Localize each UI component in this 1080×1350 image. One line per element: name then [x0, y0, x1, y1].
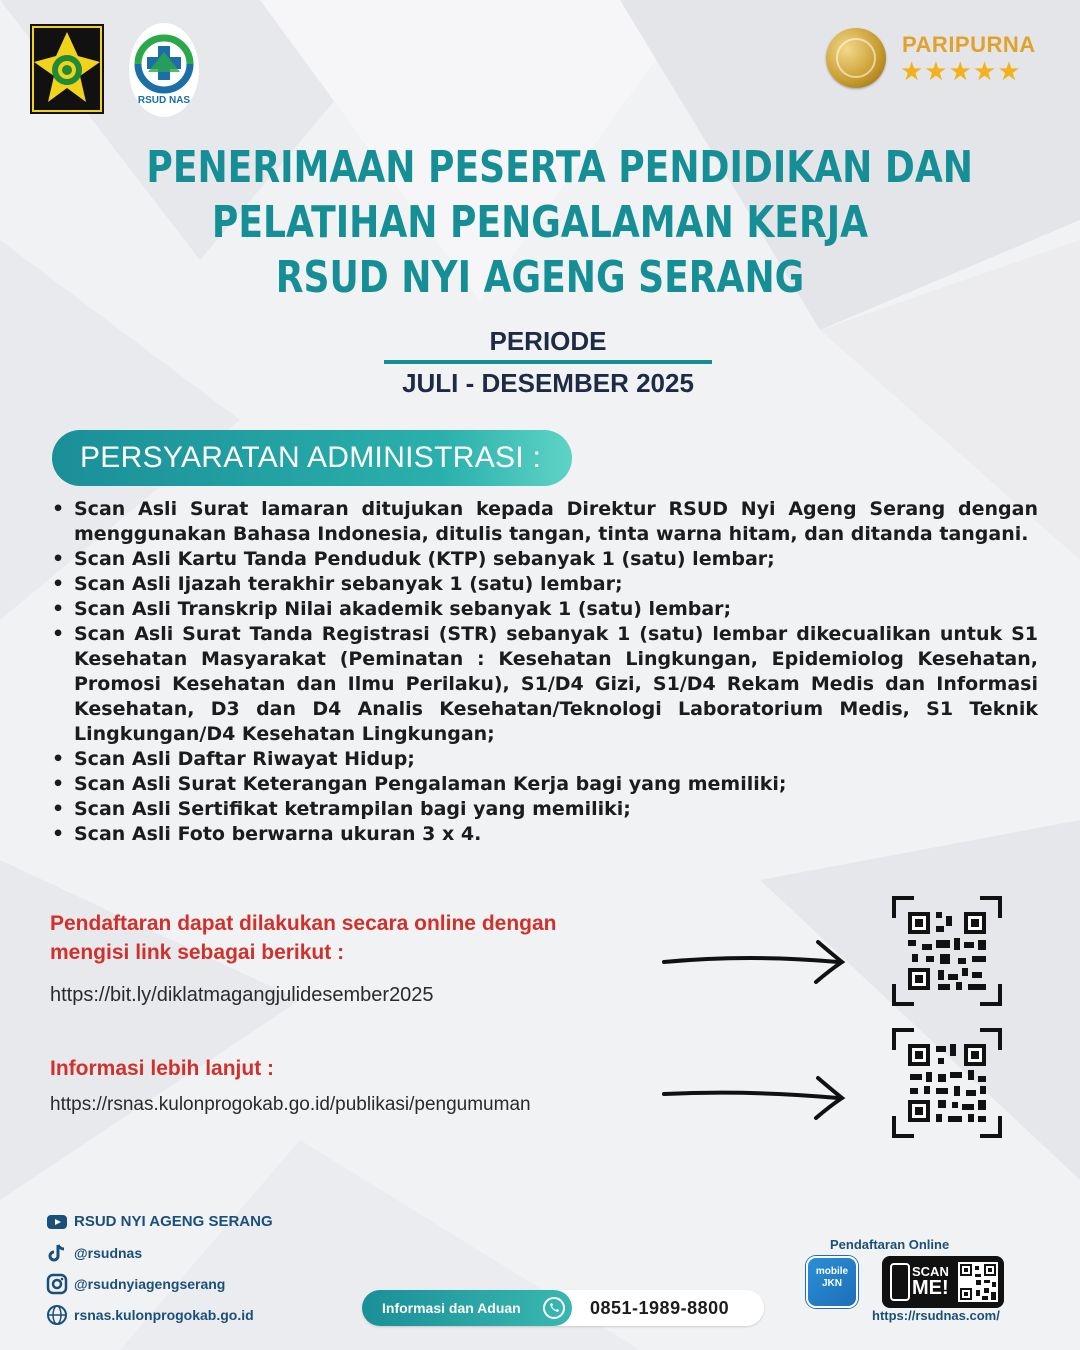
periode-value: JULI - DESEMBER 2025: [402, 368, 694, 398]
rsud-nas-logo-text: RSUD NAS: [137, 95, 191, 106]
registration-qr-code[interactable]: [892, 896, 1002, 1006]
rsud-nas-logo: [128, 22, 200, 118]
periode-block: [384, 326, 712, 399]
list-item: • Scan Asli Ijazah terakhir sebanyak 1 (satu) lembar;: [50, 572, 1038, 597]
registration-note: [50, 909, 650, 967]
title-line-1: PENERIMAAN PESERTA PENDIDIKAN DAN: [146, 142, 973, 193]
globe-icon: [46, 1304, 68, 1326]
whatsapp-icon: [542, 1296, 566, 1320]
list-item: • Scan Asli Surat Tanda Registrasi (STR) sebanyak 1 (satu) lembar dikecualikan untuk S1 Kesehatan Masyarakat (Peminatan : Kesehatan Lingkungan, Epidemiolog Kesehatan, Promosi Kesehatan dan Ilmu Perilaku), S1/D4 Gizi, S1/D4 Rekam Medis dan Informasi Kesehatan, D3 dan D4 Analis Kesehatan/Teknologi Laboratorium Medis, S1 Teknik Lingkungan/D4 Kesehatan Lingkungan;: [50, 622, 1038, 747]
periode-label: PERIODE: [489, 326, 607, 356]
info-qr-code[interactable]: [892, 1028, 1002, 1138]
page-title: [146, 140, 973, 305]
section-title-pill: PERSYARATAN ADMINISTRASI :: [52, 430, 572, 486]
arrow-right-icon: [660, 934, 850, 984]
registration-link[interactable]: https://bit.ly/diklatmagangjulidesember2025: [50, 984, 434, 1006]
list-item: • Scan Asli Surat lamaran ditujukan kepada Direktur RSUD Nyi Ageng Serang dengan menggunakan Bahasa Indonesia, ditulis tangan, tinta warna hitam, dan ditanda tangani.: [50, 497, 1038, 547]
arrow-right-icon: [660, 1070, 850, 1120]
website-label: rsnas.kulonprogokab.go.id: [74, 1306, 254, 1323]
pemda-logo: [30, 24, 104, 114]
mini-qr-code: [958, 1262, 998, 1302]
scan-me-qr[interactable]: [882, 1256, 1004, 1308]
social-youtube[interactable]: [46, 1206, 273, 1237]
title-line-2: PELATIHAN PENGALAMAN KERJA: [211, 197, 869, 248]
tiktok-label: @rsudnas: [74, 1244, 143, 1261]
phone-icon: [890, 1263, 910, 1301]
tiktok-icon: [46, 1242, 68, 1264]
contact-label: Informasi dan Aduan: [362, 1290, 572, 1326]
title-line-3: RSUD NYI AGENG SERANG: [275, 252, 805, 303]
list-item: • Scan Asli Surat Keterangan Pengalaman Kerja bagi yang memiliki;: [50, 772, 1038, 797]
social-links: [46, 1206, 273, 1330]
more-info-label: Informasi lebih lanjut :: [50, 1057, 275, 1080]
instagram-label: @rsudnyiagengserang: [74, 1275, 226, 1292]
list-item: • Scan Asli Daftar Riwayat Hidup;: [50, 747, 1038, 772]
scan-me-line-2: ME!: [912, 1277, 949, 1299]
scan-me-text: [912, 1264, 949, 1299]
social-instagram[interactable]: [46, 1268, 273, 1299]
list-item: • Scan Asli Transkrip Nilai akademik sebanyak 1 (satu) lembar;: [50, 597, 1038, 622]
accreditation-badge: [826, 28, 1056, 90]
youtube-icon: [46, 1211, 68, 1233]
online-registration-site[interactable]: https://rsudnas.com/: [872, 1308, 1000, 1323]
list-item: • Scan Asli Kartu Tanda Penduduk (KTP) sebanyak 1 (satu) lembar;: [50, 547, 1038, 572]
contact-phone: 0851-1989-8800: [590, 1298, 730, 1318]
scan-me-line-1: SCAN: [912, 1264, 949, 1279]
accreditation-label: PARIPURNA: [902, 32, 1036, 57]
contact-pill[interactable]: [362, 1290, 764, 1326]
online-registration-label: Pendaftaran Online: [830, 1237, 950, 1252]
requirements-list: [50, 497, 1038, 847]
social-website[interactable]: [46, 1299, 273, 1330]
registration-note-line-1: Pendaftaran dapat dilakukan secara online dengan: [50, 912, 557, 935]
instagram-icon: [46, 1273, 68, 1295]
list-item: • Scan Asli Sertifikat ketrampilan bagi yang memiliki;: [50, 797, 1038, 822]
list-item: • Scan Asli Foto berwarna ukuran 3 x 4.: [50, 822, 1038, 847]
more-info-link[interactable]: https://rsnas.kulonprogokab.go.id/publikasi/pengumuman: [50, 1094, 531, 1115]
star-rating: ★★★★★: [900, 56, 1022, 86]
gold-medal-icon: [826, 28, 886, 88]
youtube-label: RSUD NYI AGENG SERANG: [74, 1213, 273, 1230]
periode-divider: [384, 360, 712, 364]
mobile-jkn-app-icon[interactable]: [806, 1256, 858, 1308]
registration-note-line-2: mengisi link sebagai berikut :: [50, 941, 345, 964]
social-tiktok[interactable]: [46, 1237, 273, 1268]
mobile-jkn-label: mobile JKN: [815, 1266, 849, 1289]
